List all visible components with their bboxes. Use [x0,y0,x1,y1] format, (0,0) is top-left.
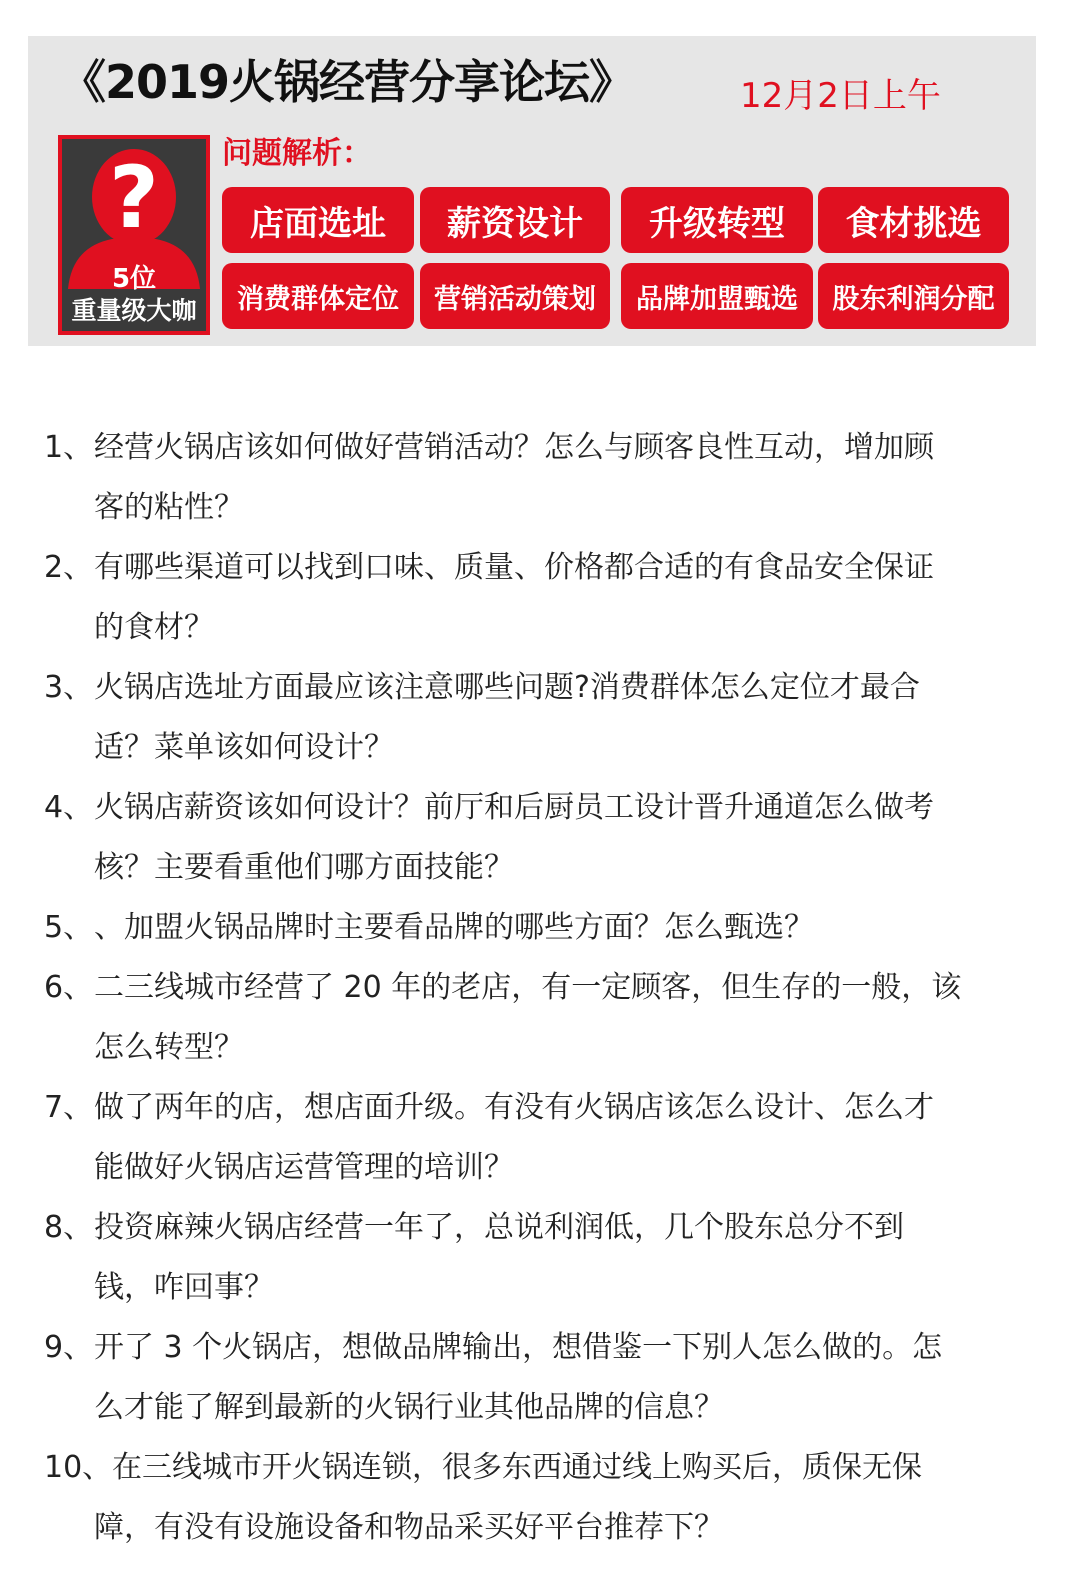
topic-tag: 股东利润分配 [818,263,1009,329]
question-item [44,658,1014,778]
question-line: 客的粘性？ [94,490,244,525]
topic-tag: 升级转型 [621,187,813,253]
question-line: 么才能了解到最新的火锅行业其他品牌的信息？ [94,1390,724,1425]
question-line: 在三线城市开火锅连锁，很多东西通过线上购买后，质保无保 [112,1450,922,1485]
question-line: 障，有没有设施设备和物品采买好平台推荐下？ [94,1510,724,1545]
question-number: 3、 [44,670,94,705]
question-number: 4、 [44,790,94,825]
question-line: 开了 3 个火锅店，想做品牌输出，想借鉴一下别人怎么做的。怎 [94,1330,943,1365]
topic-tag: 消费群体定位 [222,263,414,329]
question-item [44,1318,1014,1438]
question-line: 经营火锅店该如何做好营销活动？怎么与顾客良性互动，增加顾 [94,430,934,465]
svg-text:?: ? [109,148,159,248]
question-number: 10、 [44,1450,113,1485]
question-line: 投资麻辣火锅店经营一年了，总说利润低，几个股东总分不到 [94,1210,904,1245]
question-item [44,1198,1014,1318]
speaker-count: 5位 [111,264,157,294]
question-line: 适？菜单该如何设计？ [94,730,394,765]
question-item [44,898,1014,958]
topic-tag: 店面选址 [222,187,414,253]
speaker-avatar-card [58,135,210,335]
question-number: 7、 [44,1090,94,1125]
topic-tag: 营销活动策划 [420,263,610,329]
topic-tag: 薪资设计 [420,187,610,253]
question-line: 钱，咋回事？ [94,1270,274,1305]
question-item [44,418,1014,538]
question-line: 二三线城市经营了 20 年的老店，有一定顾客，但生存的一般，该 [94,970,962,1005]
question-number: 2、 [44,550,94,585]
event-date: 12月2日上午 [740,76,941,116]
question-number: 1、 [44,430,94,465]
question-line: 火锅店薪资该如何设计？前厅和后厨员工设计晋升通道怎么做考 [94,790,934,825]
question-number: 5、 [44,910,94,945]
question-line: 火锅店选址方面最应该注意哪些问题?消费群体怎么定位才最合 [94,670,920,705]
question-item [44,778,1014,898]
speaker-caption: 重量级大咖 [71,296,197,325]
question-item [44,958,1014,1078]
question-line: 能做好火锅店运营管理的培训？ [94,1150,514,1185]
topic-tag: 食材挑选 [818,187,1009,253]
question-item [44,538,1014,658]
question-line: 做了两年的店，想店面升级。有没有火锅店该怎么设计、怎么才 [94,1090,934,1125]
section-label: 问题解析： [222,136,372,171]
question-line: 核？主要看重他们哪方面技能？ [94,850,514,885]
topic-tag: 品牌加盟甄选 [621,263,813,329]
question-line: 有哪些渠道可以找到口味、质量、价格都合适的有食品安全保证 [94,550,934,585]
question-line: 怎么转型？ [94,1030,244,1065]
question-number: 6、 [44,970,94,1005]
page-title: 《2019火锅经营分享论坛》 [60,55,635,109]
question-item [44,1438,1014,1558]
question-list [44,418,1014,1558]
question-number: 9、 [44,1330,94,1365]
question-line: 、加盟火锅品牌时主要看品牌的哪些方面？怎么甄选？ [94,910,814,945]
question-item [44,1078,1014,1198]
question-line: 的食材？ [94,610,214,645]
question-number: 8、 [44,1210,94,1245]
